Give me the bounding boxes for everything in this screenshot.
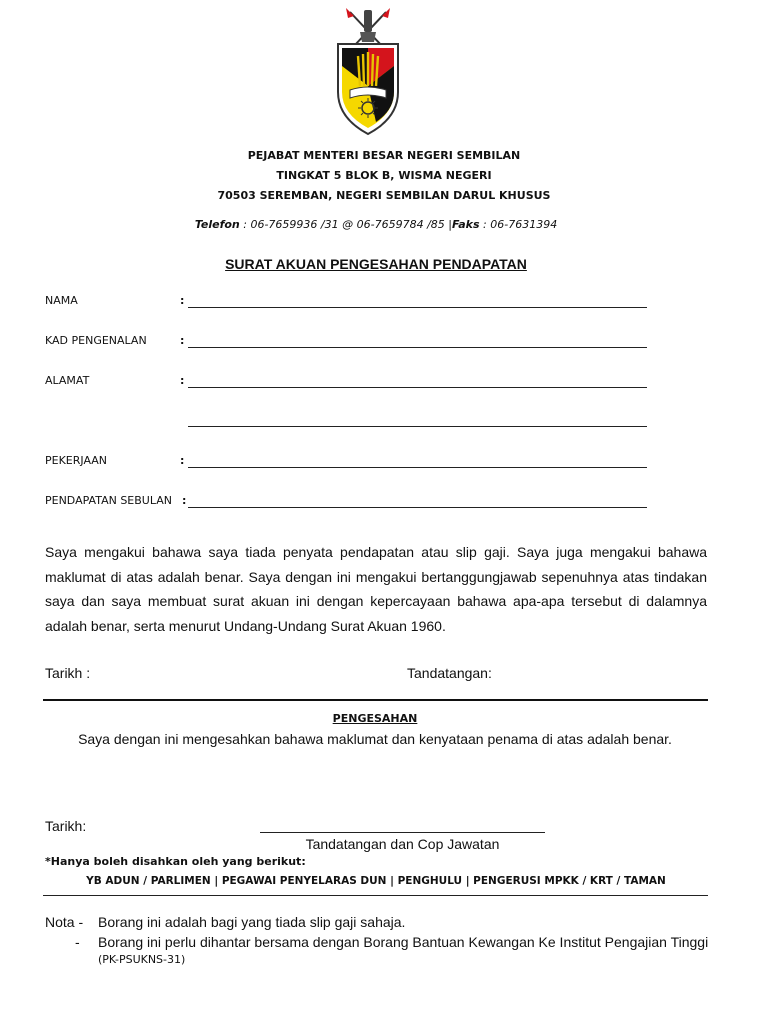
- field-kad-pengenalan: [45, 334, 655, 352]
- field-colon: :: [180, 334, 185, 347]
- field-label: PEKERJAAN: [45, 454, 108, 467]
- authorised-note: *Hanya boleh disahkan oleh yang berikut:: [45, 855, 306, 868]
- section-divider: [43, 699, 708, 701]
- faks-value: : 06-7631394: [479, 218, 558, 231]
- signature-label: Tandatangan dan Cop Jawatan: [305, 836, 500, 852]
- pengesahan-tarikh-label: Tarikh:: [45, 818, 87, 834]
- nota-item-2: Borang ini perlu dihantar bersama dengan Borang Bantuan Kewangan Ke Institut Pengajian Tinggi: [98, 934, 709, 950]
- pendapatan-input-line[interactable]: [188, 507, 647, 508]
- contact-line: [0, 218, 752, 231]
- field-nama: [45, 294, 655, 312]
- telefon-value: : 06-7659936 /31 @ 06-7659784 /85 |: [239, 218, 452, 231]
- field-label: KAD PENGENALAN: [45, 334, 147, 347]
- field-colon: :: [180, 454, 185, 467]
- pengesahan-text: Saya dengan ini mengesahkan bahawa maklumat dan kenyataan penama di atas adalah benar.: [78, 731, 672, 747]
- kad-pengenalan-input-line[interactable]: [188, 347, 647, 348]
- declaration-paragraph: Saya mengakui bahawa saya tiada penyata pendapatan atau slip gaji. Saya juga mengakui bahawa maklumat di atas adalah benar. Saya dengan ini mengakui bertanggungjawab sepenuhnya atas tindakan saya dan saya membuat surat akuan ini dengan kepercayaan bahawa apa-apa tersebut di dalamnya adalah benar, serta menurut Undang-Undang Surat Akuan 1960.: [45, 544, 707, 634]
- faks-label: Faks: [451, 218, 480, 231]
- nota-item-1: Borang ini adalah bagi yang tiada slip gaji sahaja.: [98, 914, 406, 930]
- field-alamat: [45, 374, 655, 392]
- office-address-line-1: TINGKAT 5 BLOK B, WISMA NEGERI: [276, 169, 492, 182]
- nama-input-line[interactable]: [188, 307, 647, 308]
- field-colon: :: [180, 374, 185, 387]
- field-pekerjaan: [45, 454, 655, 472]
- telefon-label: Telefon: [194, 218, 240, 231]
- tarikh-label: Tarikh :: [45, 665, 91, 681]
- alamat-input-line[interactable]: [188, 387, 647, 388]
- section-divider-bottom: [43, 895, 708, 896]
- state-crest-icon: [330, 6, 406, 140]
- signature-line[interactable]: [260, 832, 545, 833]
- alamat-input-line-2[interactable]: [188, 426, 647, 427]
- pekerjaan-input-line[interactable]: [188, 467, 647, 468]
- tandatangan-label: Tandatangan:: [407, 665, 492, 681]
- nota-item-3: (PK-PSUKNS-31): [98, 953, 186, 966]
- authorised-list: YB ADUN / PARLIMEN | PEGAWAI PENYELARAS DUN | PENGHULU | PENGERUSI MPKK / KRT / TAMAN: [86, 875, 666, 887]
- nota-label: Nota -: [45, 914, 84, 930]
- field-label: ALAMAT: [45, 374, 90, 387]
- nota-dash: -: [75, 934, 80, 950]
- office-address-line-2: 70503 SEREMBAN, NEGERI SEMBILAN DARUL KHUSUS: [217, 189, 551, 202]
- document-title: SURAT AKUAN PENGESAHAN PENDAPATAN: [225, 256, 527, 272]
- office-name: PEJABAT MENTERI BESAR NEGERI SEMBILAN: [247, 149, 521, 162]
- field-label: NAMA: [45, 294, 78, 307]
- field-colon: :: [180, 294, 185, 307]
- pengesahan-heading: PENGESAHAN: [332, 712, 418, 725]
- field-colon: :: [182, 494, 187, 507]
- field-label: PENDAPATAN SEBULAN: [45, 494, 172, 507]
- field-pendapatan-sebulan: [45, 494, 655, 512]
